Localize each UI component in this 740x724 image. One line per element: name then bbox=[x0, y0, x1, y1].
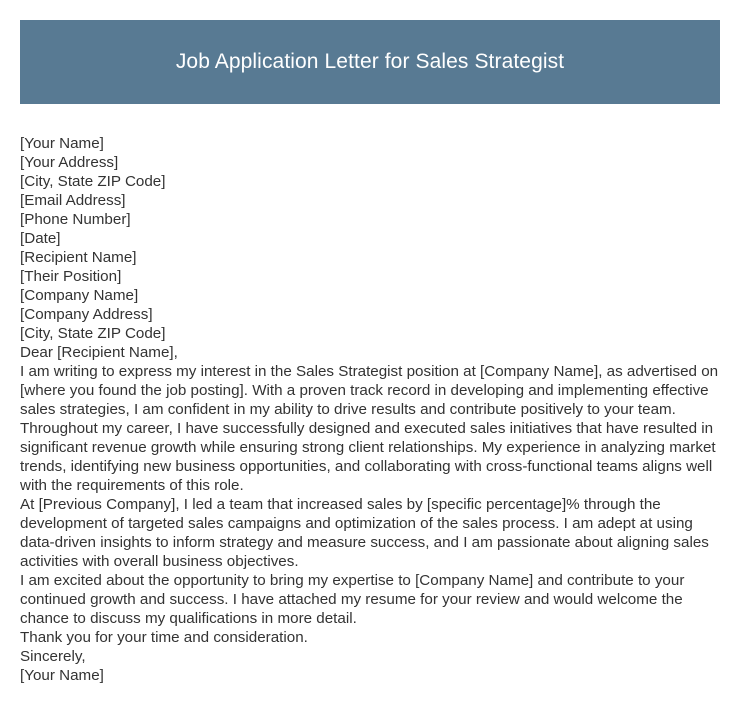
recipient-position: [Their Position] bbox=[20, 268, 122, 285]
company-name: [Company Name] bbox=[20, 287, 139, 304]
sender-email: [Email Address] bbox=[20, 192, 126, 209]
thanks-line: Thank you for your time and consideration. bbox=[20, 629, 308, 646]
company-city: [City, State ZIP Code] bbox=[20, 325, 166, 342]
title-banner bbox=[20, 20, 720, 104]
page-title: Job Application Letter for Sales Strategist bbox=[175, 50, 565, 73]
sender-name: [Your Name] bbox=[20, 135, 104, 152]
sender-city: [City, State ZIP Code] bbox=[20, 173, 166, 190]
signature-name: [Your Name] bbox=[20, 667, 104, 684]
paragraph-closing: I am excited about the opportunity to bring my expertise to [Company Name] and contribute to your continued growth and success. I have attached my resume for your review and would welcome the chance to discuss my qualifications in more detail. bbox=[20, 572, 685, 627]
sender-phone: [Phone Number] bbox=[20, 211, 131, 228]
paragraph-intro: I am writing to express my interest in the Sales Strategist position at [Company Name], as advertised on [where you found the job posting]. With a proven track record in developing and implementing effective sales strategies, I am confident in my ability to drive results and contribute positively to your team. bbox=[20, 363, 719, 418]
paragraph-experience: Throughout my career, I have successfully designed and executed sales initiatives that have resulted in significant revenue growth while ensuring strong client relationships. My experience in analyzing market trends, identifying new business opportunities, and collaborating with cross-functional teams aligns well with the requirements of this role. bbox=[20, 420, 716, 494]
letter-date: [Date] bbox=[20, 230, 61, 247]
salutation: Dear [Recipient Name], bbox=[20, 344, 178, 361]
sender-address: [Your Address] bbox=[20, 154, 119, 171]
paragraph-achievement: At [Previous Company], I led a team that increased sales by [specific percentage]% through the development of targeted sales campaigns and optimization of the sales process. I am adept at using data-driven insights to inform strategy and measure success, and I am passionate about aligning sales activities with overall business objectives. bbox=[20, 496, 709, 570]
closing-line: Sincerely, bbox=[20, 648, 86, 665]
recipient-name: [Recipient Name] bbox=[20, 249, 137, 266]
company-address: [Company Address] bbox=[20, 306, 153, 323]
letter-body bbox=[20, 134, 720, 685]
